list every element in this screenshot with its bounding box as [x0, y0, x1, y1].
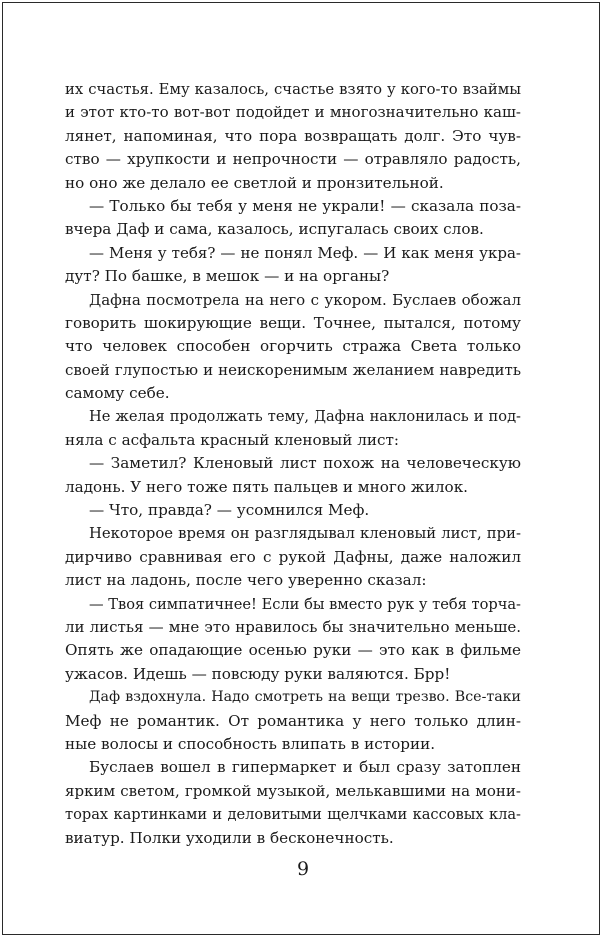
- text-line: Опять же опадающие осенью руки — это как в фильме: [65, 641, 521, 660]
- text-line: вчера Даф и сама, казалось, испугалась своих слов.: [65, 220, 484, 239]
- text-line: няла с асфальта красный кленовый лист:: [65, 430, 399, 449]
- text-line: лянет, напоминая, что пора возвращать долг. Это чув-: [65, 126, 521, 145]
- text-line: ли листья — мне это нравилось бы значительно меньше.: [65, 617, 521, 636]
- text-line: Меф не романтик. От романтика у него только длин-: [65, 711, 521, 730]
- text-line: Буслаев вошел в гипермаркет и был сразу затоплен: [89, 758, 521, 777]
- book-page: [2, 2, 600, 935]
- text-line: своей глупостью и неискоренимым желанием навредить: [65, 360, 521, 379]
- text-line: но оно же делало ее светлой и пронзительной.: [65, 173, 444, 192]
- body-text: [65, 78, 521, 850]
- text-line: виатур. Полки уходили в бесконечность.: [65, 828, 394, 847]
- text-line: — Меня у тебя? — не понял Меф. — И как меня укра-: [89, 243, 521, 262]
- text-line: — Только бы тебя у меня не украли! — сказала поза-: [89, 196, 521, 215]
- text-line: ярким светом, громкой музыкой, мелькавшими на мони-: [65, 781, 521, 800]
- text-line: Не желая продолжать тему, Дафна наклонилась и под-: [89, 408, 521, 426]
- text-line: и этот кто-то вот-вот подойдет и многозначительно каш-: [65, 103, 521, 122]
- text-line: дирчиво сравнивая его с рукой Дафны, даже наложил: [65, 547, 521, 566]
- text-line: дут? По башке, в мешок — и на органы?: [65, 267, 390, 286]
- text-line: — Что, правда? — усомнился Меф.: [89, 501, 370, 520]
- text-line: Даф вздохнула. Надо смотреть на вещи трезво. Все-таки: [89, 689, 521, 706]
- page-number: 9: [296, 858, 310, 880]
- text-line: что человек способен огорчить стража Света только: [65, 337, 521, 356]
- text-line: — Твоя симпатичнее! Если бы вместо рук у тебя торча-: [89, 595, 521, 613]
- text-line: самому себе.: [65, 384, 170, 403]
- text-line: — Заметил? Кленовый лист похож на человеческую: [89, 454, 521, 473]
- text-line: ные волосы и способность влипать в истории.: [65, 734, 436, 753]
- text-line: говорить шокирующие вещи. Точнее, пытался, потому: [65, 313, 521, 332]
- text-line: ство — хрупкости и непрочности — отравляло радость,: [65, 150, 521, 169]
- text-line: лист на ладонь, после чего уверенно сказал:: [65, 571, 427, 590]
- text-line: ладонь. У него тоже пять пальцев и много жилок.: [65, 477, 469, 496]
- text-line: Некоторое время он разглядывал кленовый лист, при-: [89, 525, 521, 543]
- text-line: их счастья. Ему казалось, счастье взято у кого-то взаймы: [65, 81, 521, 98]
- text-line: ужасов. Идешь — повсюду руки валяются. Брр!: [65, 664, 451, 683]
- text-line: Дафна посмотрела на него с укором. Буслаев обожал: [89, 290, 521, 309]
- text-line: торах картинками и деловитыми щелчками кассовых кла-: [65, 806, 521, 824]
